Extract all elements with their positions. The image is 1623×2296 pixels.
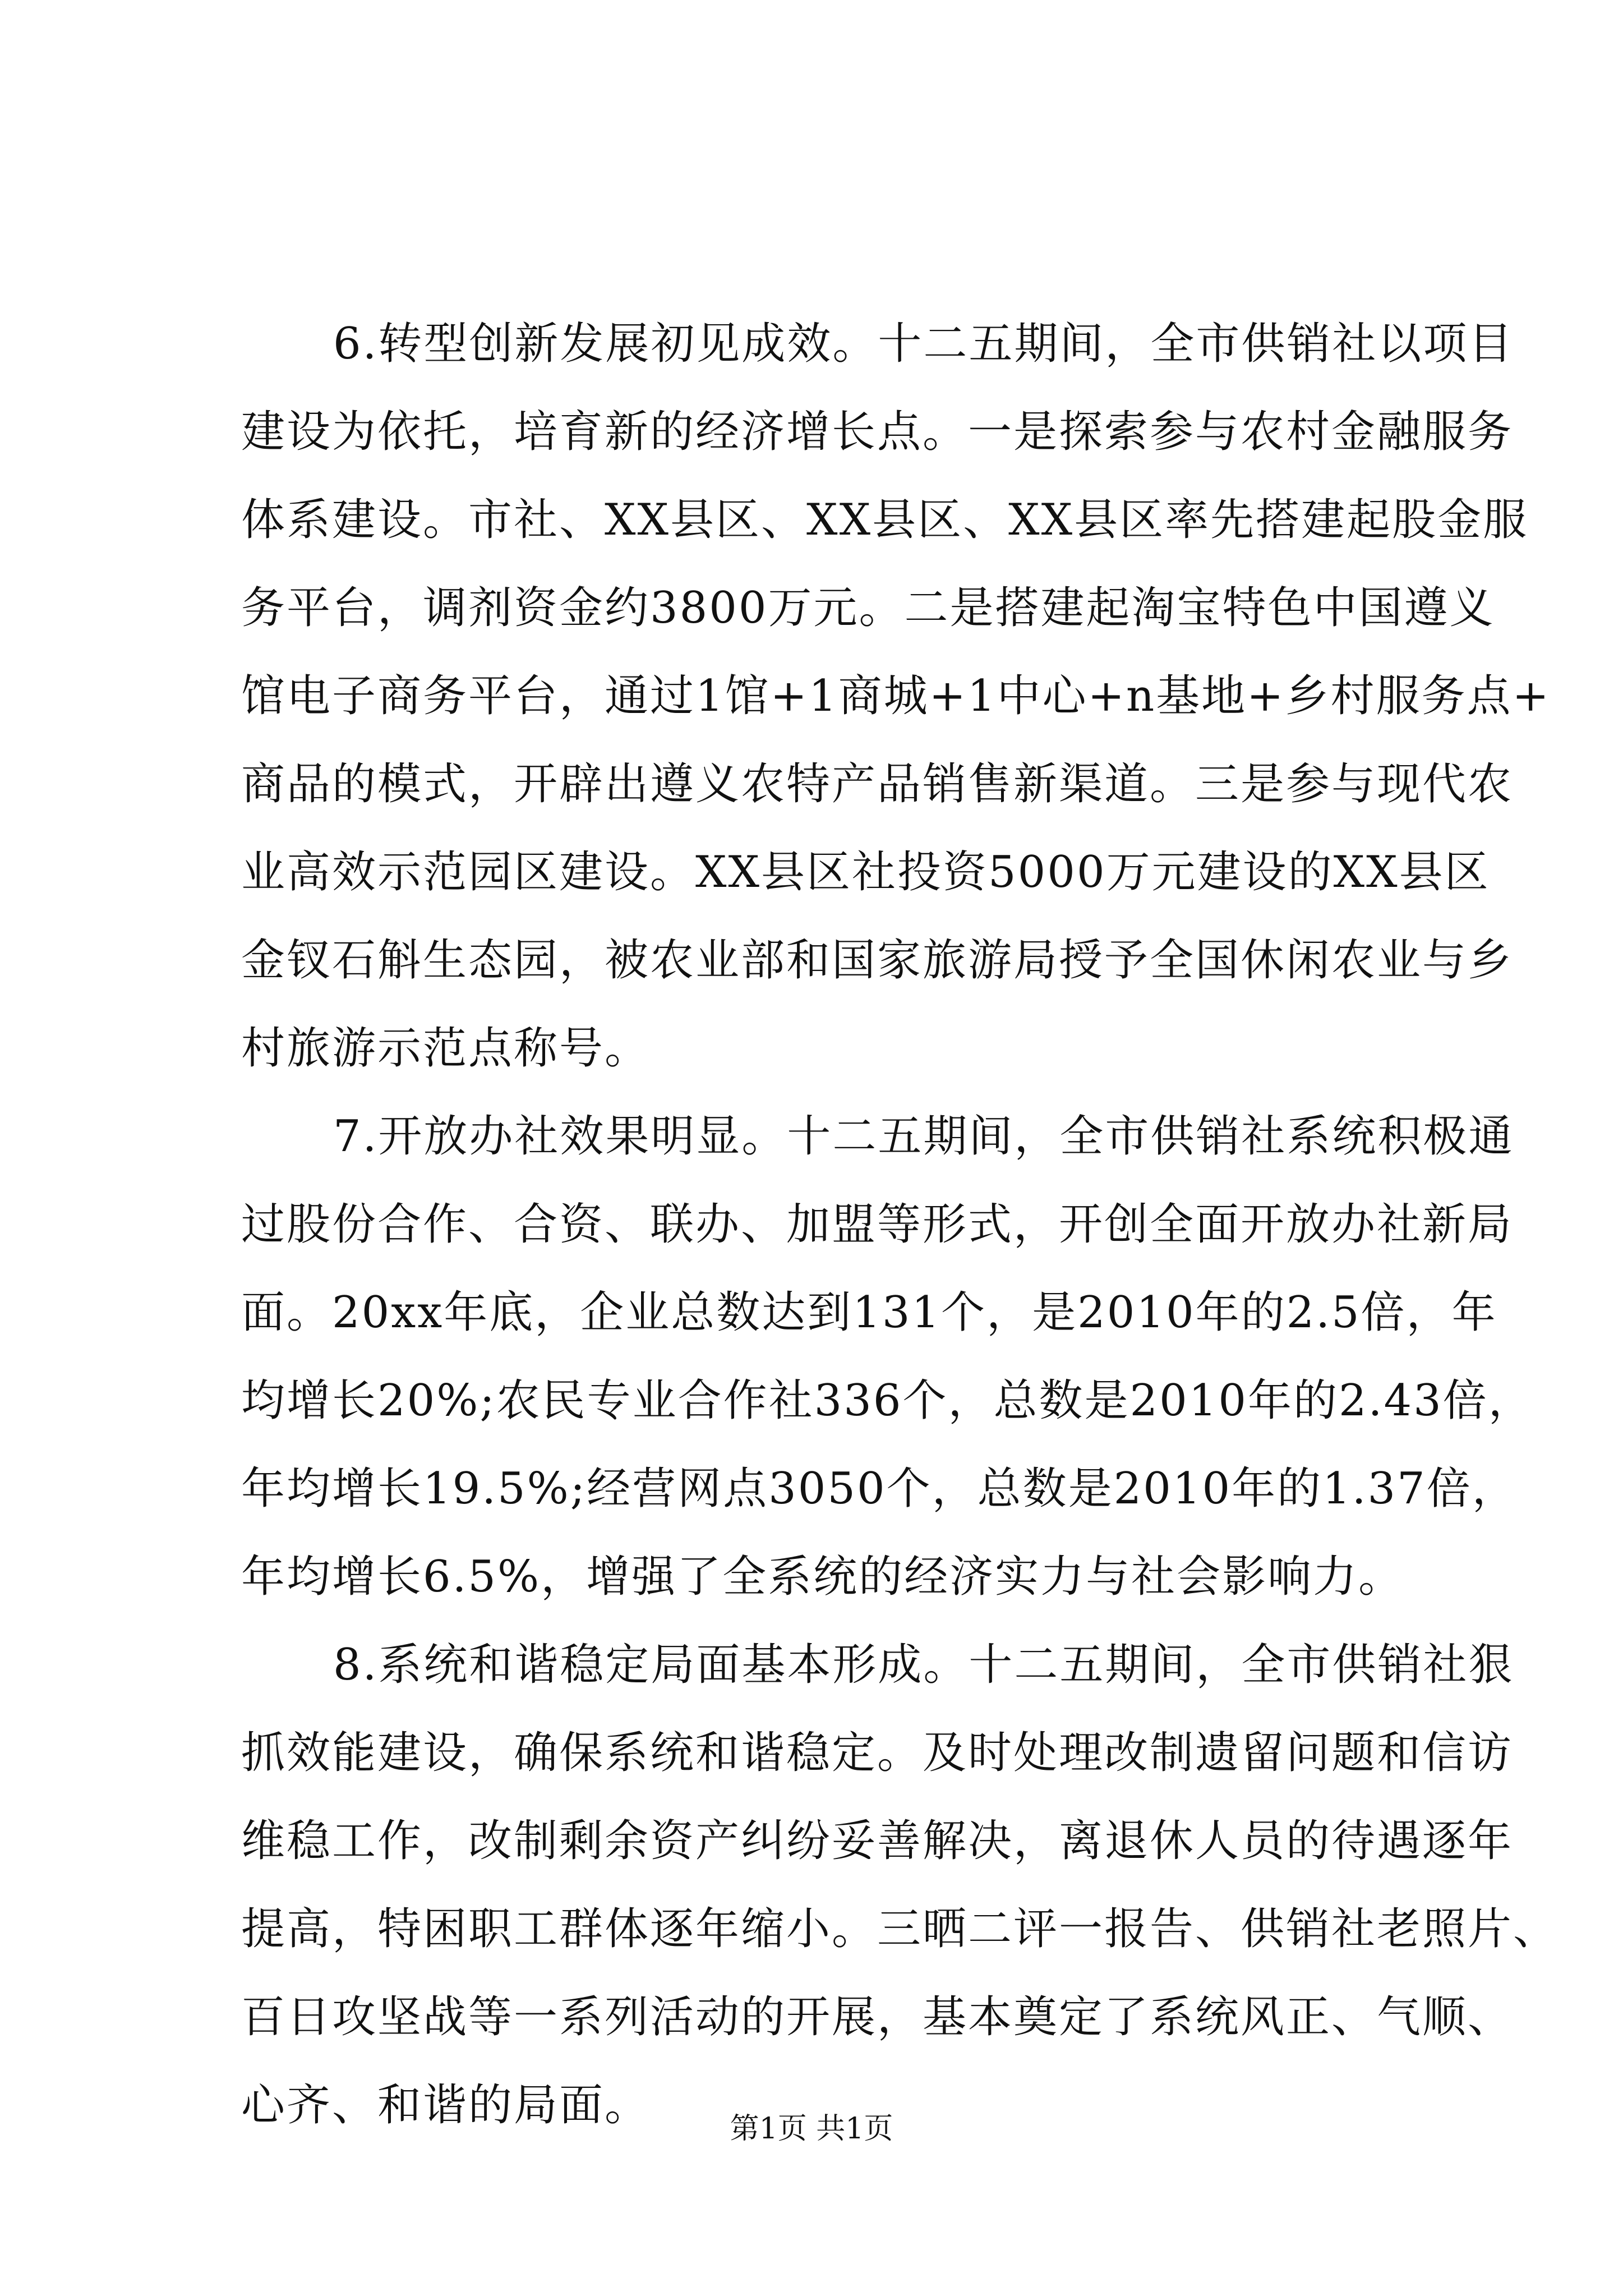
paragraph-line: 馆电子商务平台，通过1馆+1商城+1中心+n基地+乡村服务点+ xyxy=(241,671,1551,721)
paragraph-line: 心齐、和谐的局面。 xyxy=(241,2080,651,2131)
paragraph-line: 维稳工作，改制剩余资产纠纷妥善解决，离退休人员的待遇逐年 xyxy=(241,1816,1514,1866)
page-number-footer: 第1页 共1页 xyxy=(730,2112,893,2146)
paragraph-7 xyxy=(241,1093,1534,1621)
paragraph-line: 体系建设。市社、XX县区、XX县区、XX县区率先搭建起股金服 xyxy=(241,495,1529,545)
paragraph-line: 业高效示范园区建设。XX县区社投资5000万元建设的XX县区 xyxy=(241,847,1490,898)
paragraph-line: 务平台，调剂资金约3800万元。二是搭建起淘宝特色中国遵义 xyxy=(241,583,1495,633)
paragraph-line: 金钗石斛生态园，被农业部和国家旅游局授予全国休闲农业与乡 xyxy=(241,935,1514,986)
paragraph-6 xyxy=(241,300,1551,1093)
paragraph-line: 过股份合作、合资、联办、加盟等形式，开创全面开放办社新局 xyxy=(241,1199,1514,1250)
paragraph-line: 商品的模式，开辟出遵义农特产品销售新渠道。三是参与现代农 xyxy=(241,759,1514,809)
paragraph-line: 8.系统和谐稳定局面基本形成。十二五期间，全市供销社狠 xyxy=(333,1640,1514,1690)
paragraph-line: 提高，特困职工群体逐年缩小。三晒二评一报告、供销社老照片、 xyxy=(241,1904,1559,1954)
paragraph-line: 6.转型创新发展初见成效。十二五期间，全市供销社以项目 xyxy=(333,319,1514,369)
paragraph-line: 年均增长6.5%，增强了全系统的经济实力与社会影响力。 xyxy=(241,1552,1404,1602)
paragraph-line: 抓效能建设，确保系统和谐稳定。及时处理改制遗留问题和信访 xyxy=(241,1728,1514,1778)
paragraph-line: 百日攻坚战等一系列活动的开展，基本奠定了系统风正、气顺、 xyxy=(241,1992,1514,2042)
document-body xyxy=(241,300,1559,2150)
paragraph-line: 7.开放办社效果明显。十二五期间，全市供销社系统积极通 xyxy=(333,1111,1514,1162)
paragraph-line: 村旅游示范点称号。 xyxy=(241,1023,651,1074)
paragraph-line: 均增长20%;农民专业合作社336个，总数是2010年的2.43倍， xyxy=(241,1375,1534,1426)
paragraph-line: 年均增长19.5%;经营网点3050个，总数是2010年的1.37倍， xyxy=(241,1464,1518,1514)
paragraph-8 xyxy=(241,1621,1559,2150)
paragraph-line: 面。20xx年底，企业总数达到131个，是2010年的2.5倍，年 xyxy=(241,1287,1497,1338)
paragraph-line: 建设为依托，培育新的经济增长点。一是探索参与农村金融服务 xyxy=(241,407,1514,457)
